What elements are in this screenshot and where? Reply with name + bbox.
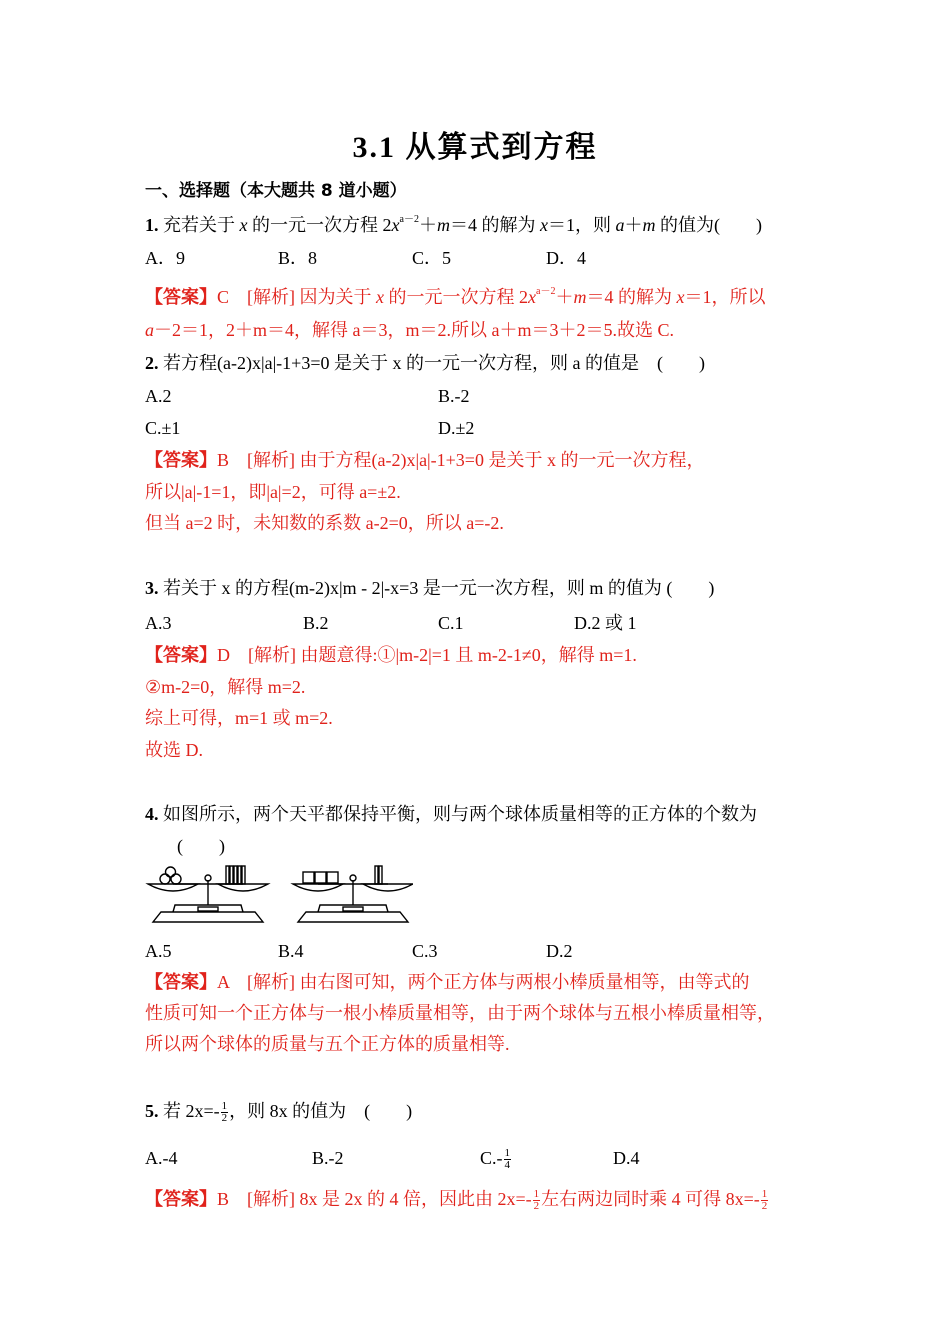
answer-text: A [解析] 由右图可知，两个正方体与两根小棒质量相等，由等式的 bbox=[217, 972, 750, 992]
answer-3 bbox=[145, 643, 637, 668]
q1-text: 的值为( ) bbox=[659, 215, 762, 235]
question-3 bbox=[145, 576, 714, 600]
answer-4-line2: 性质可知一个正方体与一根小棒质量相等，由于两个球体与五根小棒质量相等， bbox=[145, 1003, 775, 1023]
question-number: 3. bbox=[145, 578, 159, 598]
option-a[interactable]: A.-4 bbox=[145, 1148, 178, 1168]
var: m bbox=[436, 215, 450, 235]
answer-1: 【答案】C [解析] 因为关于 x 的一元一次方程 $2x^{a-2}+m=4$ 的解为 x＝1，所以 bbox=[145, 286, 766, 308]
q1-text: 充若关于 bbox=[158, 215, 240, 235]
var: m bbox=[642, 215, 656, 235]
answer-5 bbox=[145, 1187, 769, 1212]
var: a bbox=[615, 215, 625, 235]
var: x bbox=[676, 287, 685, 307]
answer-text: 的一元一次方程 2 bbox=[384, 287, 528, 307]
question-2 bbox=[145, 351, 705, 375]
q1-text: ＝1，则 bbox=[547, 215, 616, 235]
answer-text: ＝4 的解为 bbox=[586, 287, 677, 307]
answer-text: D [解析] 由题意得:①|m-2|=1 且 m-2-1≠0，解得 m=1. bbox=[217, 645, 637, 665]
option-a[interactable]: A．9 bbox=[145, 248, 185, 268]
option-a[interactable]: A.5 bbox=[145, 941, 172, 961]
answer-2-line2: 所以|a|-1=1，即|a|=2，可得 a=±2. bbox=[145, 482, 401, 502]
var: x bbox=[376, 287, 384, 307]
option-d[interactable]: D.±2 bbox=[438, 418, 475, 438]
q5-text: ，则 8x 的值为 ( ) bbox=[229, 1101, 413, 1121]
option-c[interactable]: C．5 bbox=[412, 248, 452, 268]
option-a[interactable]: A.3 bbox=[145, 613, 172, 633]
fraction: $\frac{1}{2}$ bbox=[221, 1100, 228, 1125]
answer-text: －2＝1，2＋m＝4，解得 a＝3，m＝2.所以 a＋m＝3＋2＝5.故选 C. bbox=[154, 320, 674, 340]
answer-4-line3: 所以两个球体的质量与五个正方体的质量相等. bbox=[145, 1034, 510, 1054]
option-d[interactable]: D．4 bbox=[546, 248, 586, 268]
answer-3-line3: 综上可得，m=1 或 m=2. bbox=[145, 708, 333, 728]
answer-3-line4: 故选 D. bbox=[145, 740, 203, 760]
exponent: a－2 bbox=[536, 286, 556, 297]
option-a[interactable]: A.2 bbox=[145, 386, 172, 406]
answer-2 bbox=[145, 448, 704, 473]
option-b[interactable]: B.-2 bbox=[312, 1148, 344, 1168]
question-number: 5. bbox=[145, 1101, 159, 1121]
option-b[interactable]: B.2 bbox=[303, 613, 329, 633]
option-c[interactable] bbox=[480, 1146, 512, 1171]
answer-text: C [解析] 因为关于 bbox=[217, 287, 376, 307]
var: x bbox=[539, 215, 548, 235]
answer-tag: 【答案】 bbox=[145, 645, 217, 666]
option-c[interactable]: C.3 bbox=[412, 941, 438, 961]
answer-1-line2 bbox=[145, 318, 674, 342]
question-4 bbox=[145, 802, 757, 826]
fraction: $\frac{1}{2}$ bbox=[761, 1188, 768, 1213]
option-d[interactable]: D.2 或 1 bbox=[574, 613, 637, 633]
balance-scales-figure bbox=[143, 860, 413, 935]
q1-text: ＝4 的解为 bbox=[449, 215, 540, 235]
option-label: C.- bbox=[480, 1148, 503, 1168]
answer-tag: 【答案】 bbox=[145, 287, 217, 308]
var: m bbox=[573, 287, 587, 307]
option-b[interactable]: B.-2 bbox=[438, 386, 470, 406]
answer-text: ＝1，所以 bbox=[684, 287, 766, 307]
answer-tag: 【答案】 bbox=[145, 450, 217, 471]
answer-paren: ( ) bbox=[177, 836, 225, 856]
q1-text: 的一元一次方程 2 bbox=[247, 215, 392, 235]
q4-text: 如图所示，两个天平都保持平衡，则与两个球体质量相等的正方体的个数为 bbox=[158, 804, 757, 824]
var: x bbox=[391, 215, 400, 235]
answer-2-line3: 但当 a=2 时，未知数的系数 a-2=0，所以 a=-2. bbox=[145, 513, 504, 533]
question-5 bbox=[145, 1099, 412, 1124]
answer-tag: 【答案】 bbox=[145, 1189, 217, 1210]
answer-text: 左右两边同时乘 4 可得 8x=- bbox=[541, 1189, 760, 1209]
answer-4 bbox=[145, 970, 750, 995]
option-d[interactable]: D.4 bbox=[613, 1148, 640, 1168]
var: x bbox=[239, 215, 248, 235]
page-title: 3.1 从算式到方程 bbox=[352, 131, 598, 164]
question-number: 4. bbox=[145, 804, 159, 824]
option-c[interactable]: C.1 bbox=[438, 613, 464, 633]
question-number: 2. bbox=[145, 353, 159, 373]
answer-tag: 【答案】 bbox=[145, 972, 217, 993]
balance-scales-icon bbox=[143, 860, 413, 930]
option-b[interactable]: B.4 bbox=[278, 941, 304, 961]
option-d[interactable]: D.2 bbox=[546, 941, 573, 961]
question-1: 1. 充若关于 x 的一元一次方程 $2x^{a-2}+m=4$ 的解为 x＝1，则 a＋m 的值为( ) bbox=[145, 214, 762, 235]
option-b[interactable]: B．8 bbox=[278, 248, 318, 268]
option-c[interactable]: C.±1 bbox=[145, 418, 181, 438]
q2-text: 若方程(a-2)x|a|-1+3=0 是关于 x 的一元一次方程，则 a 的值是 ( ) bbox=[158, 353, 705, 373]
exponent: a－2 bbox=[399, 214, 419, 225]
fraction: $\frac{1}{2}$ bbox=[533, 1188, 540, 1213]
var: x bbox=[528, 287, 536, 307]
q5-text: 若 2x=- bbox=[158, 1101, 220, 1121]
answer-3-line2: ②m-2=0，解得 m=2. bbox=[145, 677, 306, 697]
q3-text: 若关于 x 的方程(m-2)x|m - 2|-x=3 是一元一次方程，则 m 的值为 ( ) bbox=[158, 578, 715, 598]
answer-text: B [解析] 由于方程(a-2)x|a|-1+3=0 是关于 x 的一元一次方程， bbox=[217, 450, 705, 470]
var: a bbox=[145, 320, 154, 340]
section-heading: 一、选择题（本大题共 8 道小题） bbox=[145, 181, 407, 201]
question-number: 1. bbox=[145, 215, 159, 235]
fraction: $\frac{1}{4}$ bbox=[504, 1147, 510, 1172]
q1-text: ＋ bbox=[418, 215, 437, 235]
answer-text: B [解析] 8x 是 2x 的 4 倍，因此由 2x=- bbox=[217, 1189, 532, 1209]
